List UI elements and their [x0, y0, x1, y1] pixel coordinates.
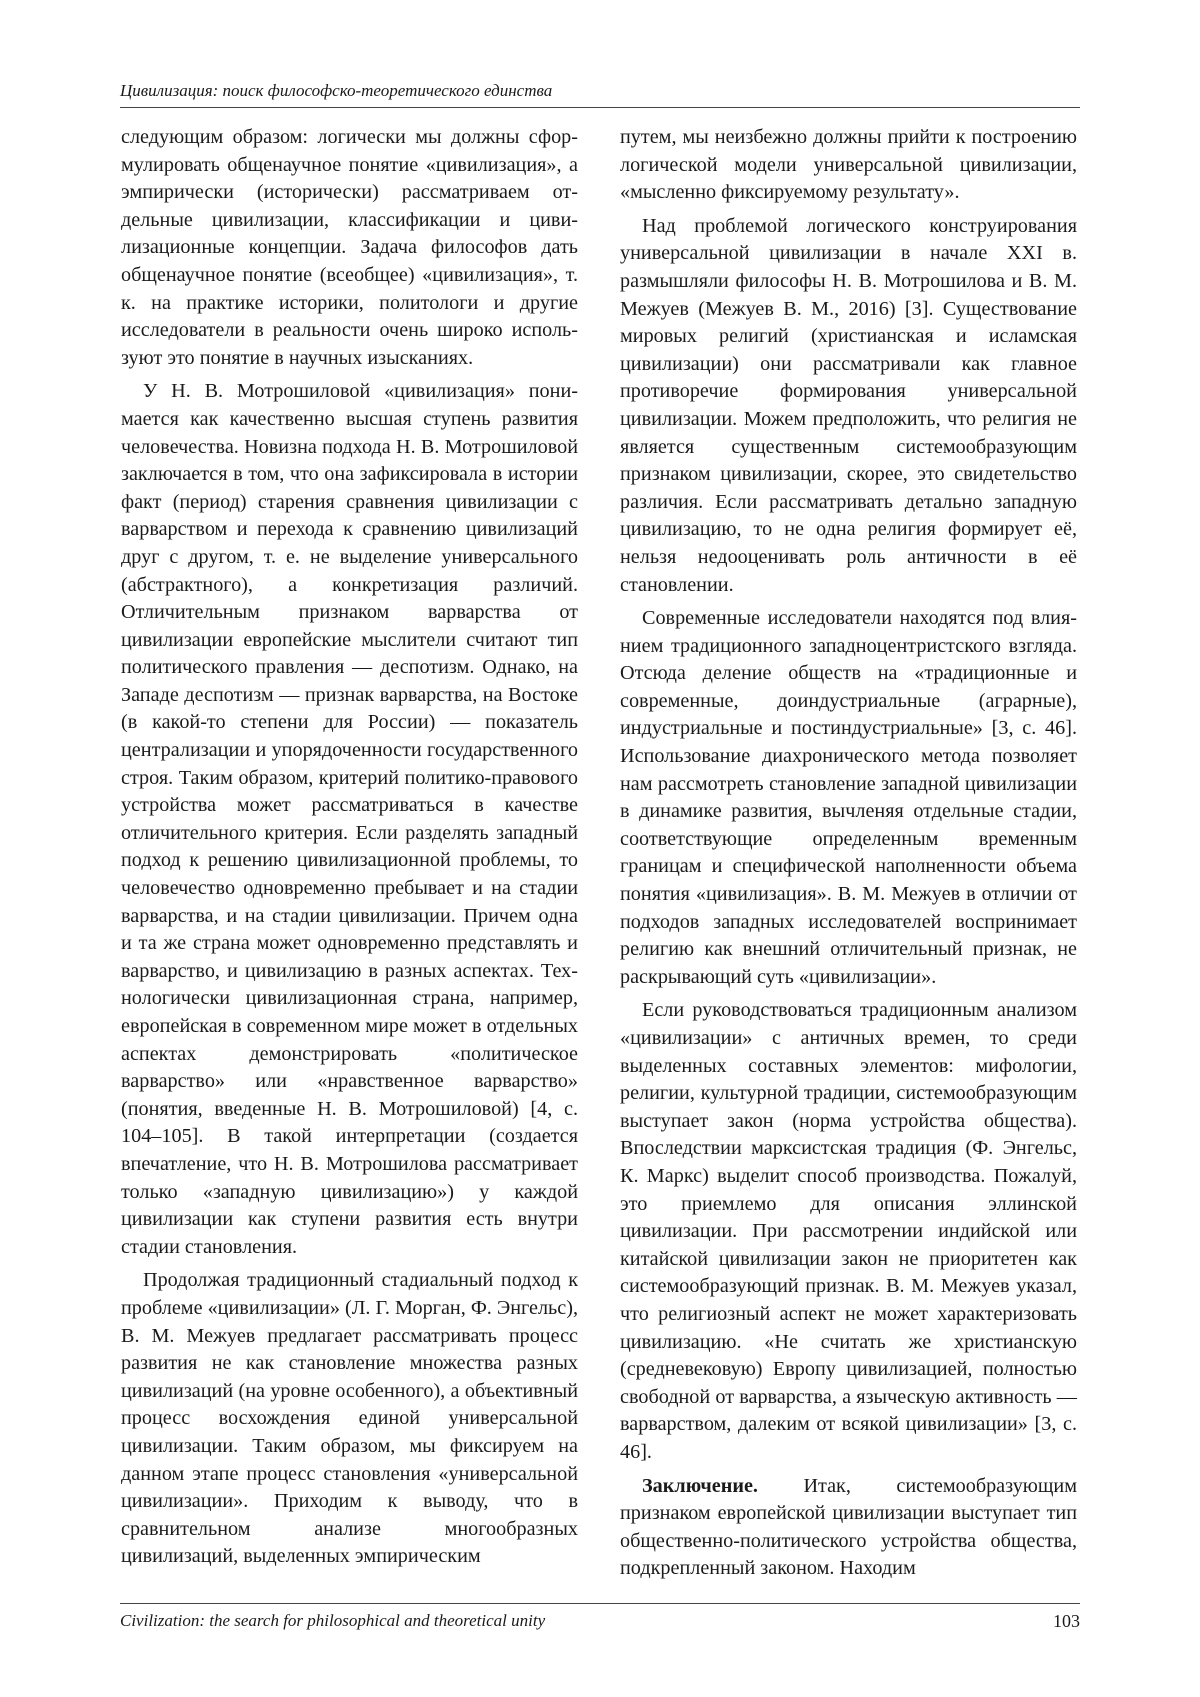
paragraph: Продолжая традиционный стадиальный подход к проблеме «цивилизации» (Л. Г. Морган, Ф. Энгельс), В. М. Межуев предлагает рассматривать процесс развития не как становление множества разных цивилизаций (на уровне особенного), а объективный процесс восхождения единой универсальной цивилизации. Таким образом, мы фиксируем на данном этапе процесс становления «универсальной цивилизации». Приходим к выводу, что в сравнительном анализе многообразных цивилизаций, выделенных эмпирическим: [121, 1269, 578, 1568]
paragraph: следующим образом: логически мы должны сформулировать общенаучное понятие «цивилизация», а эмпирически (исторически) рассматриваем отдельные цивилизации, классификации и цивилизационные концепции. Задача философов дать общенаучное понятие (всеобщее) «цивилизация», т. к. на практике историки, политологи и другие исследователи в реальности очень широко используют это понятие в научных изысканиях.: [121, 126, 578, 369]
footer-title: Civilization: the search for philosophical and theoretical unity: [120, 1611, 546, 1630]
conclusion-text: Итак, системообразующим признаком европейской цивилизации выступает тип общественно-политического устройства общества, подкрепленный законом. Находим: [620, 1474, 1077, 1580]
paragraph: Если руководствоваться традиционным анализом «цивилизации» с античных времен, то среди выделенных составных элементов: мифологии, религии, культурной традиции, системообразующим выступает закон (норма устройства общества). Впоследствии марксистская традиция (Ф. Энгельс, К. Маркс) выделит способ производства. Пожалуй, это приемлемо для описания эллинской цивилизации. При рассмотрении индийской или китайской цивилизации закон не приоритетен как системообразующий признак. В. М. Межуев указал, что религиозный аспект не может характеризовать цивилизацию. «Не считать же христианскую (средневековую) Европу цивилизацией, полностью свободной от варварства, а языческую активность — варварством, далеким от всякой цивилизации» [3, с. 46].: [620, 999, 1077, 1463]
page-number: 103: [1053, 1611, 1080, 1631]
right-column: [620, 124, 1077, 1589]
paragraph: путем, мы неизбежно должны прийти к построению логической модели универсальной цивилизации, «мысленно фиксируемому результату».: [620, 126, 1077, 204]
paragraph: Над проблемой логического конструирования универсальной цивилизации в начале XXI в. размышляли философы Н. В. Мотрошилова и В. М. Межуев (Межуев В. М., 2016) [3]. Существование мировых религий (христианская и исламская цивилизации) они рассматривали как главное противоречие формирования универсальной цивилизации. Можем предположить, что религия не является существенным системообразующим признаком цивилизации, скорее, это свидетельство различия. Если рассматривать детально западную цивилизацию, то не одна религия формирует её, нельзя недооценивать роль античности в её становлении.: [620, 214, 1077, 596]
paragraph: У Н. В. Мотрошиловой «цивилизация» понимается как качественно высшая ступень развития человечества. Новизна подхода Н. В. Мотрошиловой заключается в том, что она зафиксировала в истории факт (период) старения сравнения цивилизации с варварством и перехода к сравнению цивилизаций друг с другом, т. е. не выделение универсального (абстрактного), а конкретизация различий. Отличительным признаком варварства от цивилизации европейские мыслители считают тип политического правления — деспотизм. Однако, на Западе деспотизм — признак варварства, на Востоке (в какой-то степени для России) — показатель централизации и упорядоченности государственного строя. Таким образом, критерий политико-правового устройства может рассматриваться в качестве отличительного критерия. Если разделять западный подход к решению цивилизационной проблемы, то человечество одновременно пребывает и на стадии варварства, и на стадии цивилизации. Причем одна и та же страна может одновременно представлять и варварство, и цивилизацию в разных аспектах. Технологически цивилизационная страна, например, европейская в современном мире может в отдельных аспектах демонстрировать «политическое варварство» или «нравственное варварство» (понятия, введенные Н. В. Мотрошиловой) [4, с. 104–105]. В такой интерпретации (создается впечатление, что Н. В. Мотрошилова рассматривает только «западную цивилизацию») у каждой цивилизации как ступени развития есть внутри стадии становления.: [121, 380, 578, 1258]
running-footer: [120, 1603, 1080, 1632]
header-rule: [120, 107, 1080, 108]
header-title: Цивилизация: поиск философско-теоретического единства: [120, 81, 553, 100]
running-header: [120, 80, 1080, 108]
left-column: [121, 124, 578, 1577]
conclusion-heading: Заключение.: [642, 1474, 758, 1497]
paragraph: Современные исследователи находятся под влиянием традиционного западноцентристского взгляда. Отсюда деление обществ на «традиционные и современные, доиндустриальные (аграрные), индустриальные и постиндустриальные» [3, с. 46]. Использование диахронического метода позволяет нам рассмотреть становление западной цивилизации в динамике развития, вычленяя отдельные стадии, соответствующие определенным временным границам и специфической наполненности объема понятия «цивилизация». В. М. Межуев в отличии от подходов западных исследователей воспринимает религию как внешний отличительный признак, не раскрывающий суть «цивилизации».: [620, 607, 1077, 988]
conclusion-paragraph: [620, 1473, 1077, 1583]
